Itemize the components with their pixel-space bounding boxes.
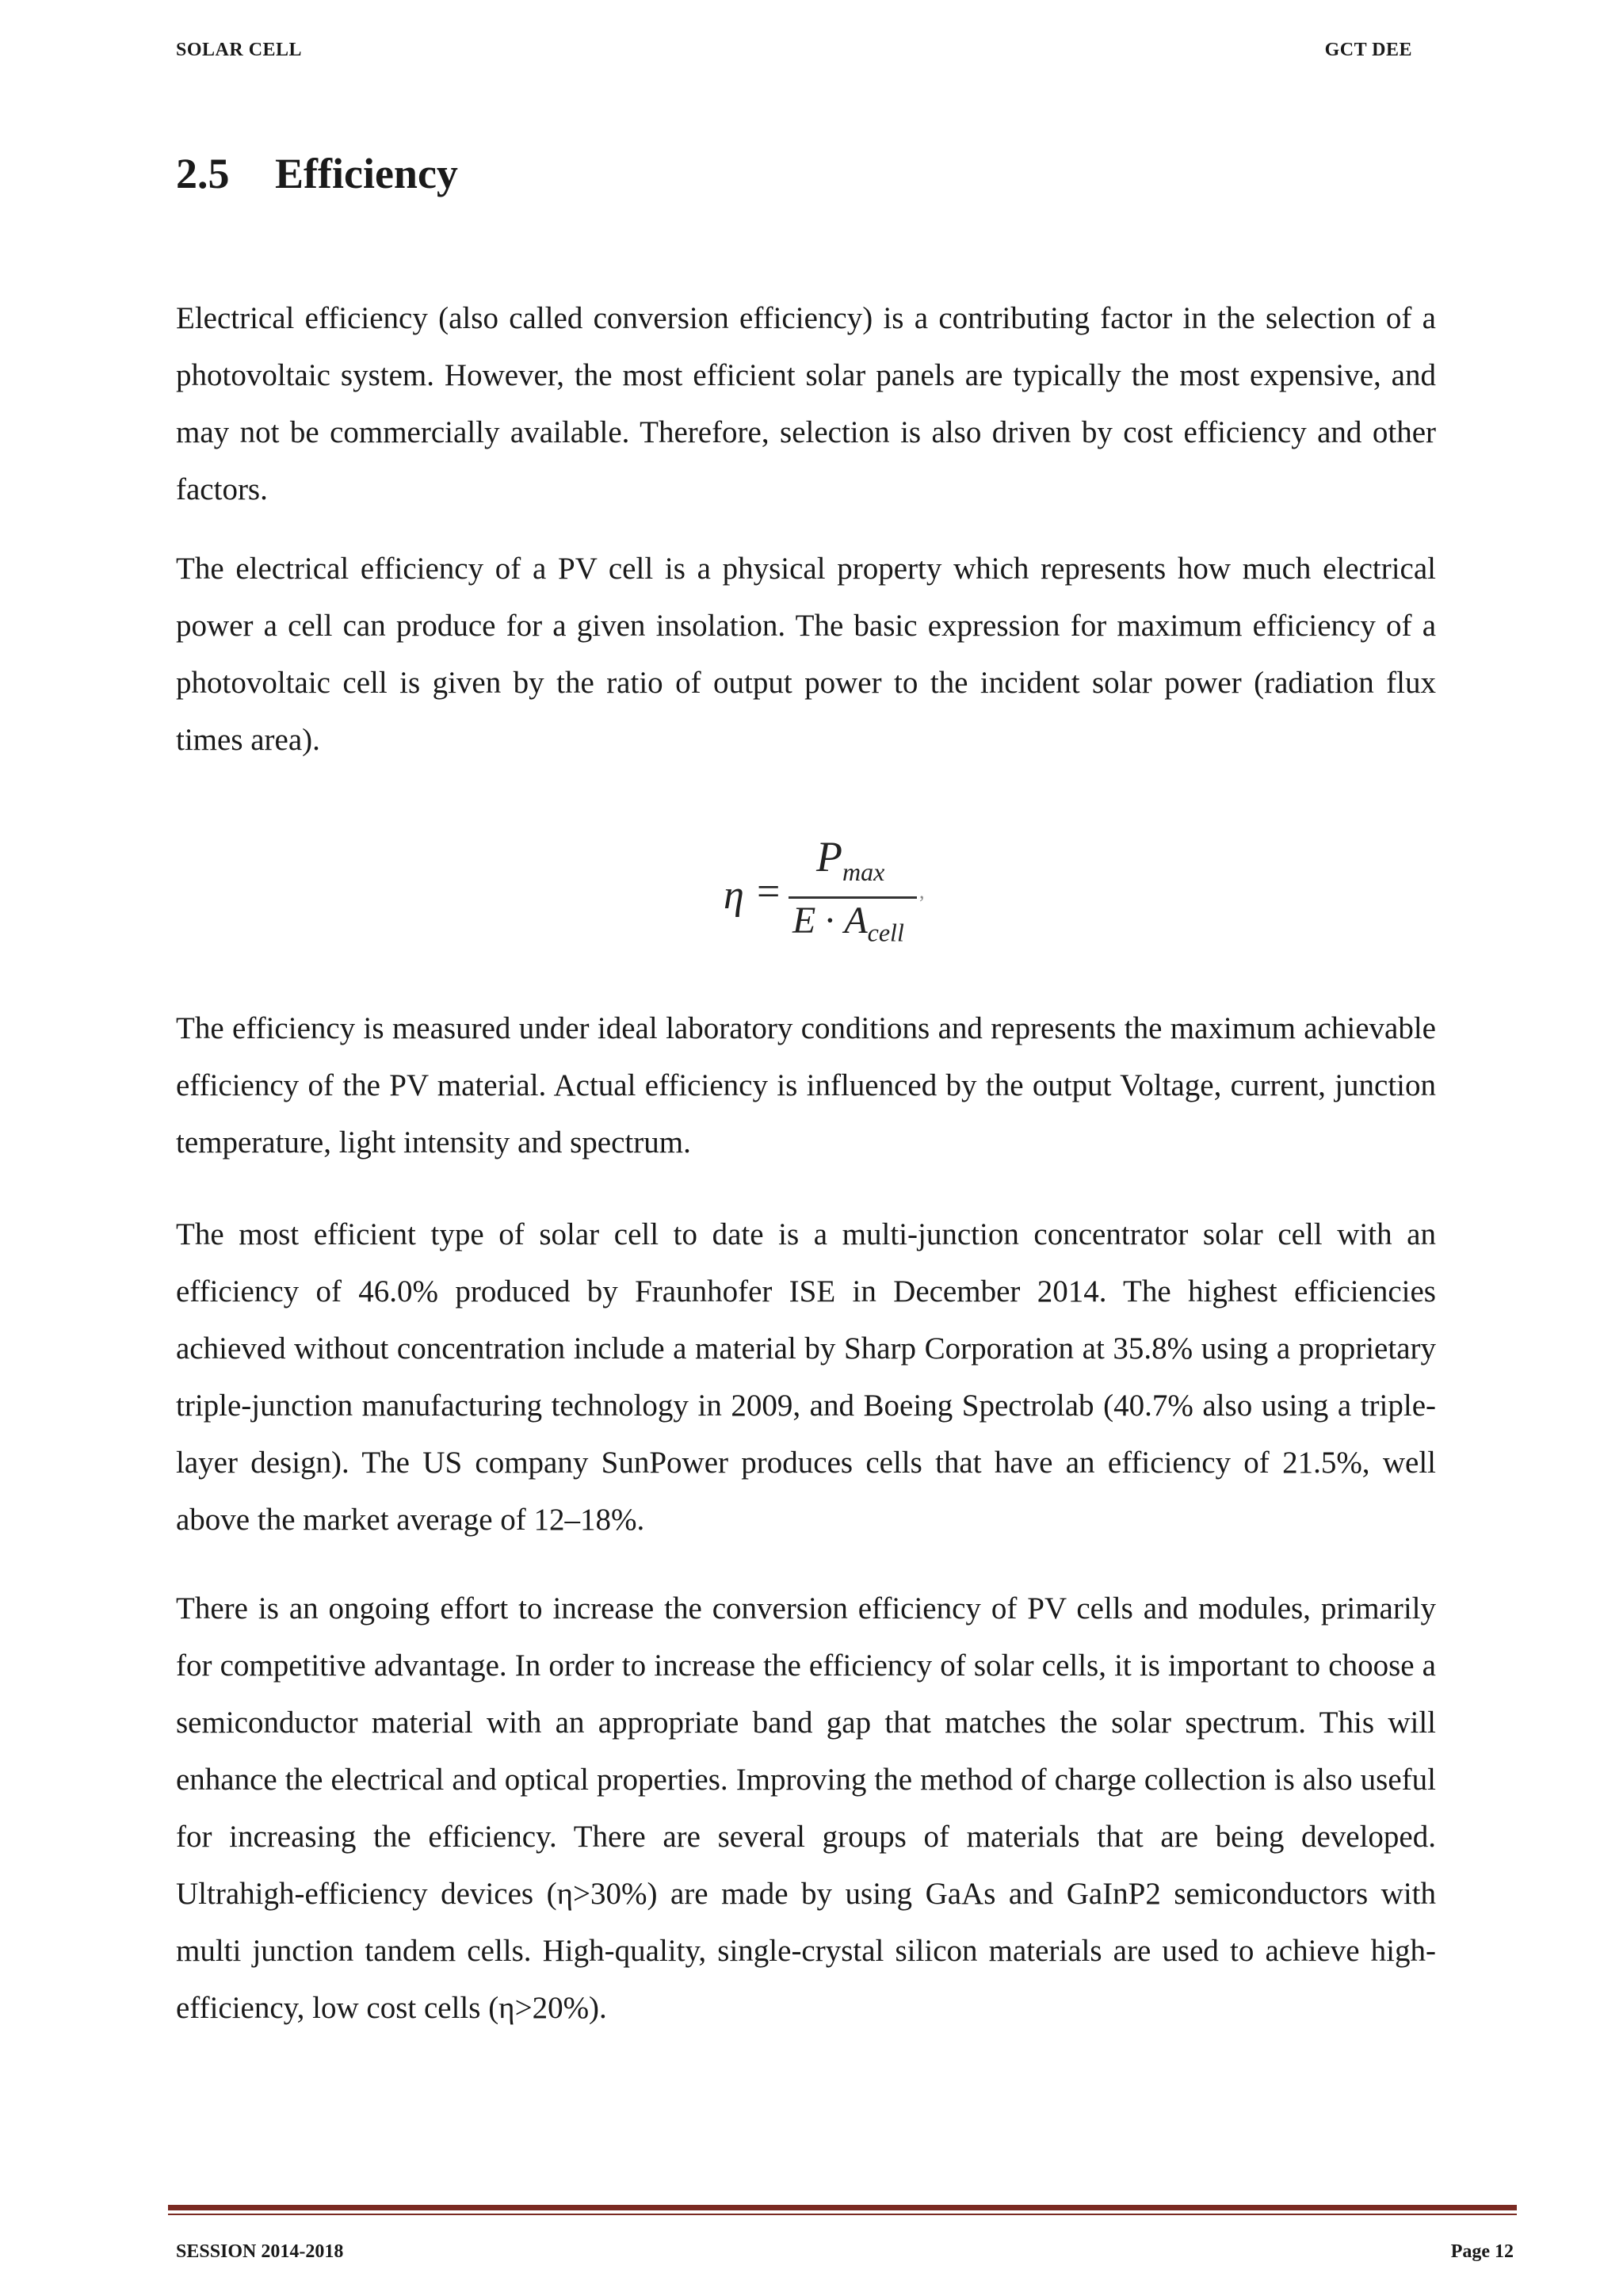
header-right: GCT DEE xyxy=(1324,40,1412,60)
paragraph-3: The efficiency is measured under ideal laboratory conditions and represents the maximum achievable efficiency of the PV material. Actual efficiency is influenced by the output Voltage, current, junction temperature, light intensity and spectrum. xyxy=(176,1011,1436,1159)
section-number: 2.5 xyxy=(176,150,230,197)
formula-denominator: $E \cdot A_{cell}$ xyxy=(792,900,904,947)
section-heading xyxy=(176,149,458,198)
footer-session: SESSION 2014-2018 xyxy=(176,2241,344,2262)
paragraph-5: There is an ongoing effort to increase the conversion efficiency of PV cells and modules, primarily for competitive advantage. In order to increase the efficiency of solar cells, it is important to choose a semiconductor material with an appropriate band gap that matches the solar spectrum. This will enhance the electrical and optical properties. Improving the method of charge collection is also useful for increasing the efficiency. There are several groups of materials that are being developed. Ultrahigh-efficiency devices (η>30%) are made by using GaAs and GaInP2 semiconductors with multi junction tandem cells. High-quality, single-crystal silicon materials are used to achieve high-efficiency, low cost cells (η>20%). xyxy=(176,1591,1436,2025)
efficiency-formula xyxy=(717,816,955,947)
paragraph-2: The electrical efficiency of a PV cell is a physical property which represents how much electrical power a cell can produce for a given insolation. The basic expression for maximum efficiency of a photovoltaic cell is given by the ratio of output power to the incident solar power (radiation flux times area). xyxy=(176,552,1436,757)
section-title: Efficiency xyxy=(275,150,458,197)
footer-page-number: Page 12 xyxy=(1450,2241,1514,2262)
header-left: SOLAR CELL xyxy=(176,40,303,60)
formula-numerator: $P_{max}$ xyxy=(816,833,885,886)
paragraph-1: Electrical efficiency (also called conversion efficiency) is a contributing factor in the selection of a photovoltaic system. However, the most efficient solar panels are typically the most expensive, and may not be commercially available. Therefore, selection is also driven by cost efficiency and other factors. xyxy=(176,301,1436,506)
formula-equals: = xyxy=(757,869,781,915)
footer-rule-thin xyxy=(168,2214,1517,2215)
formula-eta: η xyxy=(724,873,744,918)
paragraph-4: The most efficient type of solar cell to date is a multi-junction concentrator solar cell with an efficiency of 46.0% produced by Fraunhofer ISE in December 2014. The highest efficiencies achieved without concentration include a material by Sharp Corporation at 35.8% using a proprietary triple-junction manufacturing technology in 2009, and Boeing Spectrolab (40.7% also using a triple-layer design). The US company SunPower produces cells that have an efficiency of 21.5%, well above the market average of 12–18%. xyxy=(176,1217,1436,1537)
formula-trailing-comma: , xyxy=(919,880,925,903)
footer-rule xyxy=(168,2205,1517,2210)
